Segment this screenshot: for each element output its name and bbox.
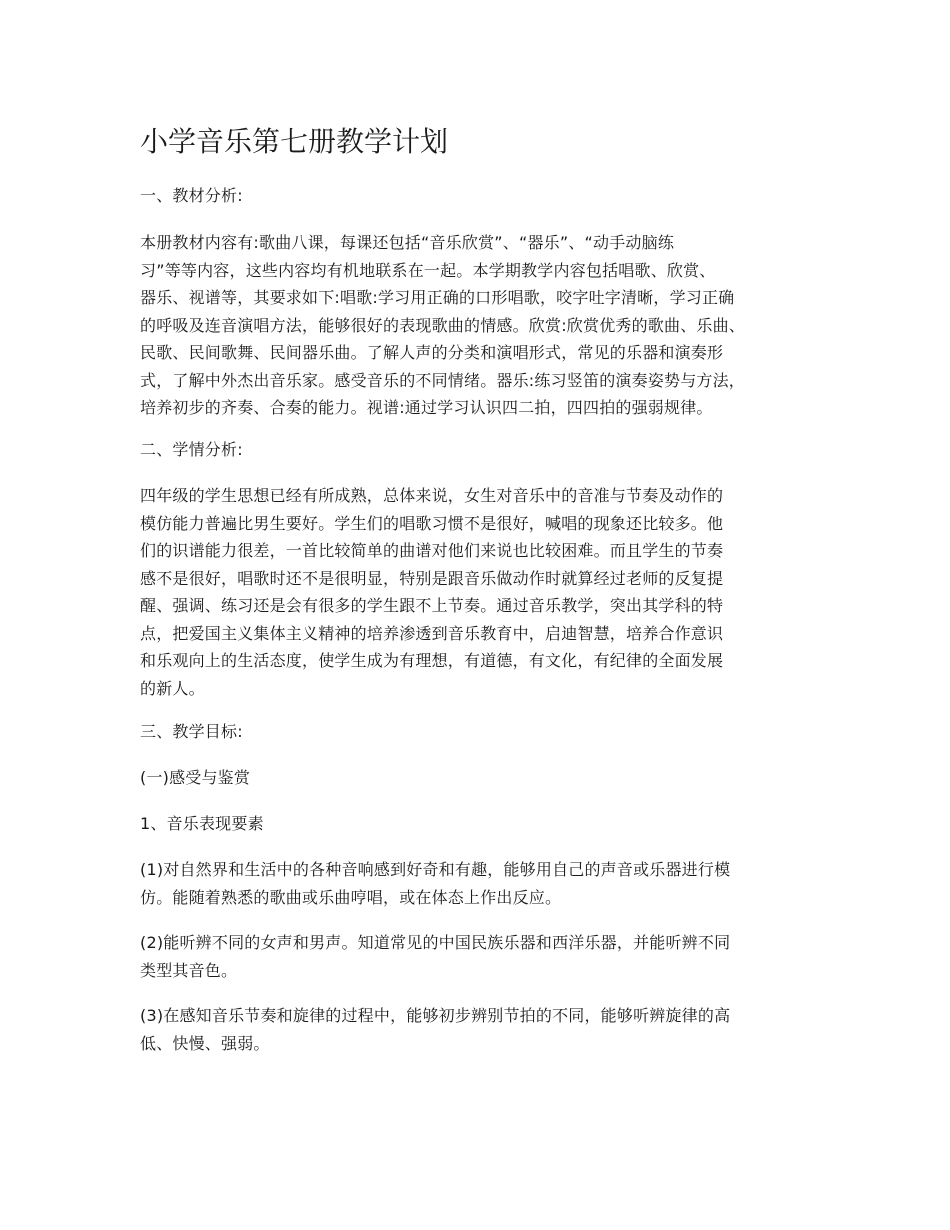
text-line: 感不是很好，唱歌时还不是很明显，特别是跟音乐做动作时就算经过老师的反复提 bbox=[140, 568, 724, 588]
paragraph-item-3 bbox=[140, 1002, 822, 1057]
text-line: 点，把爱国主义集体主义精神的培养渗透到音乐教育中，启迪智慧，培养合作意识 bbox=[140, 623, 724, 643]
text-line: 类型其音色。 bbox=[140, 960, 238, 980]
text-line: 模仿能力普遍比男生要好。学生们的唱歌习惯不是很好，喊唱的现象还比较多。他 bbox=[140, 513, 724, 533]
heading-teaching-goals bbox=[140, 718, 822, 746]
text-line: 四年级的学生思想已经有所成熟，总体来说，女生对音乐中的音准与节奏及动作的 bbox=[140, 486, 724, 505]
text-line: 民歌、民间歌舞、民间器乐曲。了解人声的分类和演唱形式，常见的乐器和演奏形 bbox=[140, 343, 724, 362]
paragraph-item-1 bbox=[140, 856, 822, 911]
paragraph-student-situation bbox=[140, 482, 822, 702]
text-line: 式，了解中外杰出音乐家。感受音乐的不同情绪。器乐:练习竖笛的演奏姿势与方法， bbox=[140, 370, 745, 390]
text-line: (1)对自然界和生活中的各种音响感到好奇和有趣，能够用自己的声音或乐器进行模 bbox=[140, 860, 731, 879]
text-line: 仿。能随着熟悉的歌曲或乐曲哼唱，或在体态上作出反应。 bbox=[140, 887, 562, 907]
text-line: 们的识谱能力很差，一首比较简单的曲谱对他们来说也比较困难。而且学生的节奏 bbox=[140, 541, 724, 560]
text-line: (一)感受与鉴赏 bbox=[140, 768, 251, 787]
text-line: 三、教学目标: bbox=[140, 722, 243, 741]
heading-student-analysis bbox=[140, 436, 822, 464]
text-line: (3)在感知音乐节奏和旋律的过程中，能够初步辨别节拍的不同，能够听辨旋律的高 bbox=[140, 1006, 731, 1025]
text-line: 低、快慢、强弱。 bbox=[140, 1033, 270, 1053]
text-line: 和乐观向上的生活态度，使学生成为有理想，有道德，有文化，有纪律的全面发展 bbox=[140, 651, 724, 670]
text-line: 的呼吸及连音演唱方法，能够很好的表现歌曲的情感。欣赏:欣赏优秀的歌曲、乐曲、 bbox=[140, 315, 745, 335]
text-line: 1、音乐表现要素 bbox=[140, 814, 264, 833]
paragraph-item-2 bbox=[140, 929, 822, 984]
text-line: 培养初步的齐奏、合奏的能力。视谱:通过学习认识四二拍，四四拍的强弱规律。 bbox=[140, 398, 713, 417]
document-title: 小学音乐第七册教学计划 bbox=[140, 125, 449, 158]
subheading-appreciation bbox=[140, 764, 822, 792]
text-line: 本册教材内容有:歌曲八课，每课还包括“音乐欣赏”、“器乐”、“动手动脑练 bbox=[140, 233, 675, 252]
heading-material-analysis bbox=[140, 182, 822, 210]
paragraph-material-content bbox=[140, 229, 822, 422]
subheading-music-elements bbox=[140, 810, 822, 838]
text-line: 一、教材分析: bbox=[140, 186, 243, 205]
text-line: 习”等等内容，这些内容均有机地联系在一起。本学期教学内容包括唱歌、欣赏、 bbox=[140, 260, 716, 280]
text-line: (2)能听辨不同的女声和男声。知道常见的中国民族乐器和西洋乐器，并能听辨不同 bbox=[140, 933, 731, 952]
text-line: 的新人。 bbox=[140, 678, 205, 698]
text-line: 器乐、视谱等，其要求如下:唱歌:学习用正确的口形唱歌，咬字吐字清晰，学习正确 bbox=[140, 288, 735, 307]
text-line: 二、学情分析: bbox=[140, 440, 243, 459]
text-line: 醒、强调、练习还是会有很多的学生跟不上节奏。通过音乐教学，突出其学科的特 bbox=[140, 596, 724, 615]
